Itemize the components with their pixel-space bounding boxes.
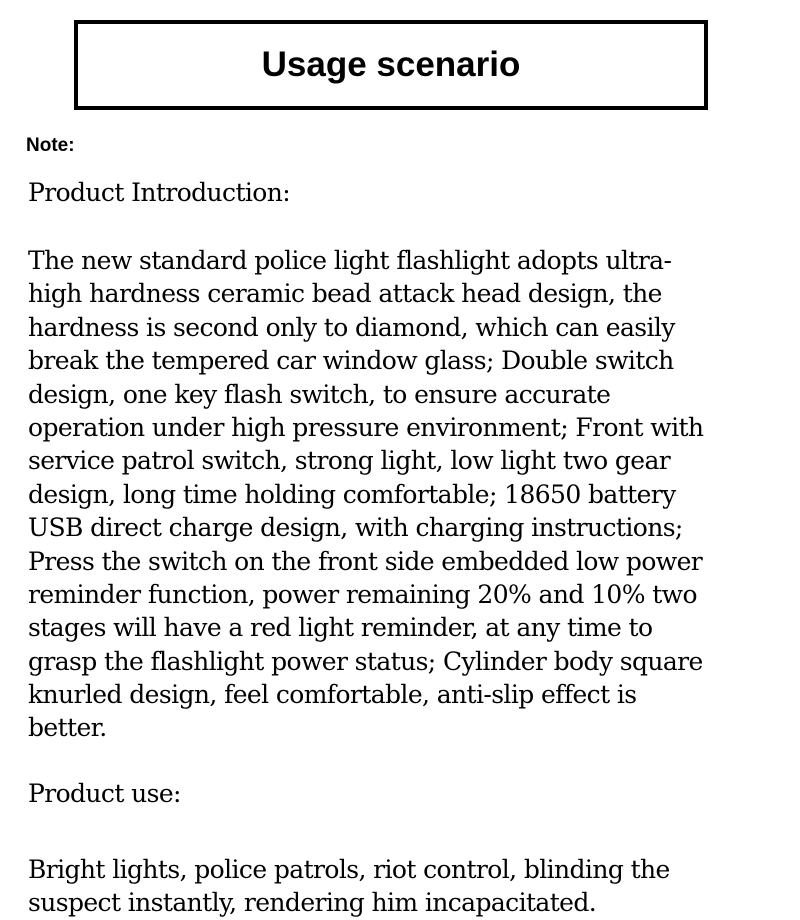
text-line: USB direct charge design, with charging instructions;	[28, 513, 683, 543]
text-line: break the tempered car window glass; Double switch	[28, 346, 674, 376]
text-line: operation under high pressure environment; Front with	[28, 412, 704, 442]
text-line: reminder function, power remaining 20% and 10% two	[28, 579, 697, 609]
text-line: The new standard police light flashlight adopts ultra-	[28, 246, 672, 275]
product-introduction-heading: Product Introduction:	[28, 178, 291, 207]
product-introduction-body	[28, 244, 703, 745]
text-line: design, long time holding comfortable; 18650 battery	[28, 479, 676, 509]
text-line: knurled design, feel comfortable, anti-slip effect is	[28, 680, 637, 710]
text-line: Press the switch on the front side embedded low power	[28, 546, 703, 576]
title-banner	[74, 20, 708, 110]
product-use-heading: Product use:	[28, 779, 181, 808]
text-line: high hardness ceramic bead attack head design, the	[28, 279, 662, 309]
text-line: suspect instantly, rendering him incapacitated.	[28, 888, 597, 918]
text-line: design, one key flash switch, to ensure accurate	[28, 379, 611, 409]
page-title: Usage scenario	[261, 44, 521, 84]
text-line: better.	[28, 713, 107, 743]
text-line: Bright lights, police patrols, riot control, blinding the	[28, 855, 670, 884]
text-line: hardness is second only to diamond, which can easily	[28, 312, 675, 342]
text-line: stages will have a red light reminder, at any time to	[28, 613, 653, 643]
note-label: Note:	[26, 135, 75, 156]
text-line: service patrol switch, strong light, low light two gear	[28, 446, 671, 476]
text-line: grasp the flashlight power status; Cylinder body square	[28, 646, 703, 676]
product-use-body	[28, 853, 670, 920]
